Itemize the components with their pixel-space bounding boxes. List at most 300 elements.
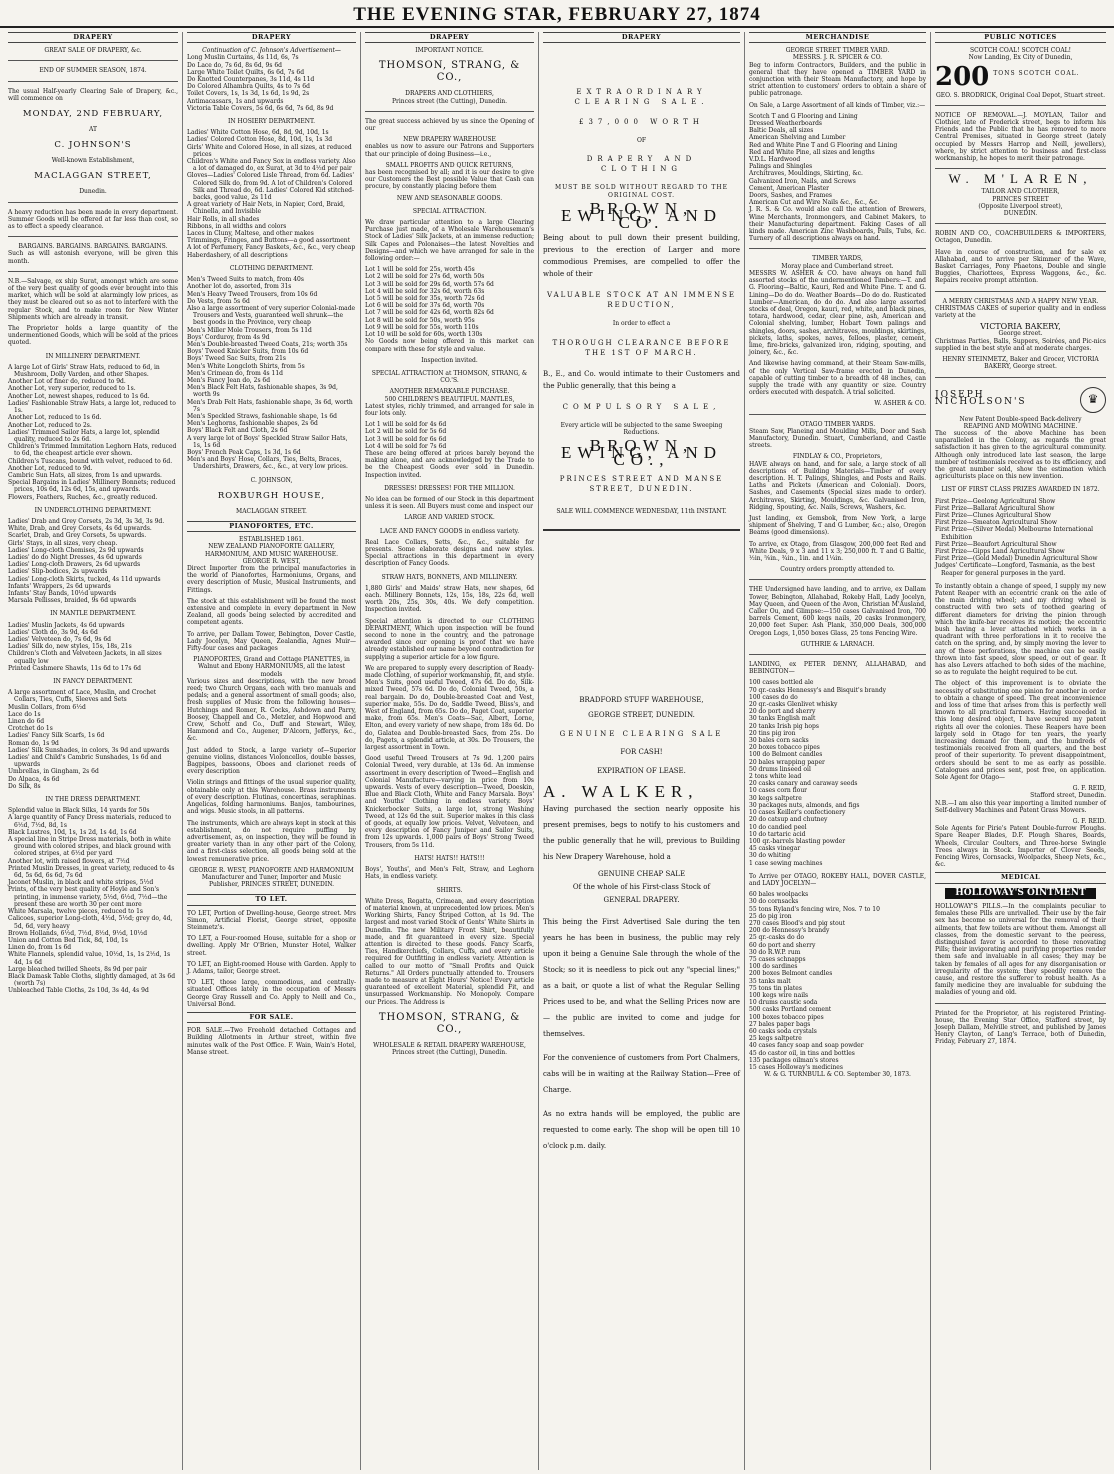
list-item: Lot 2 will be sold for 5s 6d [365, 428, 447, 436]
list-item: 20 casks canary and caraway seeds [749, 780, 858, 788]
ad-amount: £37,000 WORTH [578, 118, 705, 127]
ad-paragraph: N.B.—Salvage, ex ship Surat, amongst which are some of the very best quality of goods ever brought into this market, which will be sold at alarmingly low prices, as they must be cleared out so as not to interfere with the regular Stock, and to make room for New Winter Shipments which are already in transit. [8, 277, 178, 321]
ad-line: NEW AND SEASONABLE GOODS. [396, 194, 503, 202]
section-heading: CLOTHING DEPARTMENT. [229, 264, 314, 272]
list-item: 135 packages oilman's stores [749, 1056, 839, 1064]
ad-line: GENUINE CLEARING SALE [559, 730, 724, 739]
list-item: Men's Miller Mole Trousers, from 5s 11d [187, 326, 312, 334]
list-item: First Prize—Gipps Land Agricultural Show [935, 547, 1065, 555]
list-item: Lot 8 will be sold for 50s, worth 95s [365, 316, 475, 324]
prize-list [935, 498, 1106, 577]
list-item: Lot 10 will be sold for 60s, worth 130s [365, 331, 483, 339]
list-item: Palings and Shingles [749, 163, 813, 171]
list-item: Ladies' White Cotton Hose, 6d, 8d, 9d, 10d, 1s [187, 129, 329, 137]
ad-firm: BROWN, EWING, AND CO., [560, 436, 723, 470]
ad-paragraph: Having purchased the section nearly opposite his present premises, begs to notify to his customers and the public generally that he will, previous to Building his New Drapery Warehouse, hold a [543, 804, 740, 861]
list-item: Judges' Certificate—Longford, Tasmania, as the best Reaper for general purposes in the yard. [935, 562, 1095, 577]
list-item: 30 bales corn sacks [749, 737, 809, 745]
list-item: Calicoes, superior Long-cloth, 4½d, 5½d; grey do, 4d, 5d, 6d, very heavy [8, 915, 173, 930]
ad-line: WHOLESALE & RETAIL DRAPERY WAREHOUSE, [373, 1041, 526, 1049]
list-item: Lot 4 will be sold for 7s 6d [365, 442, 447, 450]
ad-line: HATS! HATS!! HATS!!! [414, 854, 485, 862]
ad-firm: FINDLAY & CO., Proprietors, [792, 453, 883, 461]
column-header: DRAPERY [187, 32, 356, 43]
ad-date: SALE WILL COMMENCE WEDNESDAY, 11th INSTANT. [556, 507, 727, 515]
list-item: Printed Cashmere Shawls, 11s 6d to 17s 6d [8, 664, 141, 672]
list-item: 45 casks vinegar [749, 845, 801, 853]
list-item: Girls' Stays, in all sizes, very cheap. [8, 539, 118, 547]
list-item: Union and Cotton Bed Tick, 8d, 10d, 1s [8, 936, 128, 944]
ad-title: NEW ZEALAND PIANOFORTE GALLERY, HARMONIUM, AND MUSIC WAREHOUSE. [205, 543, 338, 558]
ad-title: BRADFORD STUFF WAREHOUSE, [579, 695, 704, 704]
ad-line: GENUINE CHEAP SALE [597, 869, 686, 878]
list-item: 10 cases corn flour [749, 787, 808, 795]
ad-signature: G. F. REID, [1072, 785, 1106, 793]
ad-paragraph: B., E., and Co. would intimate to their Customers and the Public generally, that this being a [543, 369, 740, 390]
list-item: 500 casks Portland cement [749, 1006, 832, 1014]
list-item: Large White Toilet Quilts, 6s 6d, 7s 6d [187, 68, 305, 76]
ad-line: George street. [998, 330, 1043, 338]
list-item: Men's and Boys' Hose, Collars, Ties, Belts, Braces, Undershirts, Drawers, &c., &c., at very low prices. [187, 456, 348, 471]
list-item: American Cut and Wire Nails &c., &c., &c. [749, 199, 880, 207]
list-item: 200 boxes Belmont candles [749, 970, 833, 978]
list-item: Lot 5 will be sold for 35s, worth 72s 6d [365, 295, 485, 303]
ad-paragraph: enables us now to assure our Patrons and Supporters that our principle of doing Business—i.e., [365, 143, 534, 158]
list-item: Children's Cloth and Velveteen Jackets, in all sizes equally low [8, 650, 162, 665]
ad-line: TAILOR AND CLOTHIER, [981, 188, 1060, 196]
list-item: 55 tons Ryland's fencing wire, Nos. 7 to 10 [749, 905, 880, 913]
list-item: Ladies' Fashionable Straw Hats, a large lot, reduced to 1s. [8, 399, 176, 415]
stock-list [749, 891, 926, 1071]
list-item: Haberdashery, of all descriptions [187, 251, 288, 259]
list-item: 30 do R.W.P. rum [749, 948, 801, 956]
list-item: First Prize—Geelong Agricultural Show [935, 497, 1056, 505]
list-item: Hair Rolls, in all shades [187, 215, 260, 223]
column-header: TO LET. [187, 894, 356, 905]
list-item: Linen do 6d [8, 718, 45, 726]
list-item: Long Muslin Curtains, 4s 11d, 6s, 7s [187, 54, 299, 62]
list-item: Lot 3 will be sold for 6s 6d [365, 435, 447, 443]
ad-paragraph: Being about to pull down their present building, previous to the erection of Larger and more commodious Premises, are compelled to offer the whole of their [543, 234, 740, 279]
ad-line: VALUABLE STOCK AT AN IMMENSE REDUCTION, [547, 291, 736, 310]
list-item: White Flannels, splendid value, 10½d, 1s, 1s 2½d, 1s 4d, 1s 6d [8, 951, 171, 966]
signature: C. JOHNSON, [250, 476, 293, 484]
ad-line: REAPING AND MOWING MACHINE. [963, 422, 1078, 430]
list-item: Boys' Corduroy, from 4s 9d [187, 333, 270, 341]
list-item: Ladies' Fancy Silk Scarfs, 1s 6d [8, 732, 105, 740]
list-item: 1 case sewing machines [749, 859, 823, 867]
list-item: Brown Hollands, 6½d, 7½d, 8½d, 9½d, 10½d [8, 929, 148, 937]
ad-desc: Well-known Establishment, [51, 157, 135, 165]
list-item: Black Lustres, 10d, 1s, 1s 2d, 1s 4d, 1s 6d [8, 828, 137, 836]
list-item: Baltic Deals, all sizes [749, 127, 814, 135]
ad-line: EXPIRATION OF LEASE. [597, 767, 686, 776]
ad-firm: A. WALKER, [543, 781, 699, 801]
ad-paragraph: To instantly obtain a change of speed, I supply my new Patent Reaper with an eccentric crank on the axle of the main driving wheel; and my driving wheel is constructed with two sets of toothed gearing of different diameters for driving the pinion through which the knife-bar receives its motion; the eccentric bush having a lever attached which works in a quadrant with three perforations in it to receive the catch on the spring, and, by simply moving the lever to any of these perforations, the machine can be easily thrown into fast speed, slow speed, or out of gear. It has also Levers attached to both sides of the machine, so as to regulate the height required to be cut. [935, 582, 1106, 677]
column-header: FOR SALE. [187, 1012, 356, 1023]
list-item: 2 tons white lead [749, 773, 802, 781]
columns [4, 32, 1110, 1470]
list-item: Gloves—Ladies' Colored Lisle Thread, from 6d. Ladies' Colored Silk do, from 9d. A lot of Children's Colored Silk and Thread do, 6d. Ladies' Colored Kid stitched-backs, good value, 2s 11d [187, 172, 355, 202]
classified-list [187, 910, 356, 1008]
column-brown-ewing [538, 32, 744, 1470]
list-item: Ladies' Long-cloth Skirts, tucked, 4s 11d upwards [8, 575, 161, 583]
list-item: 20 qr.-casks Glenlivet whisky [749, 701, 838, 709]
ad-line: In order to effect a [612, 320, 671, 328]
list-item: Scarlet, Drab, and Grey Corsets, 5s upwards. [8, 532, 147, 540]
ad-paragraph: FOR SALE.—Two Freehold detached Cottages and Building Allotments in Arthur street, within five minutes walk of the Post Office. F. Wain, Wain's Hotel, Manse street. [187, 1027, 356, 1056]
ad-line: DRAPERS AND CLOTHIERS, [405, 90, 494, 98]
list-item: Cement, American Plaster [749, 184, 829, 192]
list-item: Men's Tweed Suits to match, from 40s [187, 276, 304, 284]
price-list [365, 266, 534, 338]
ad-paragraph: The great success achieved by us since the Opening of our [365, 117, 534, 133]
price-list [187, 276, 356, 470]
list-item: Lot 6 will be sold for 37s 6d, worth 70s [365, 302, 485, 310]
ad-paragraph: The success of the above Machine has been unparalleled in the Colony, as regards the great satisfaction it has given to the agricultural community. Although only introduced late last season, the large number of testimonials received as to its efficiency, and the great number sold, show the estimation which agriculturists place on this new invention. [935, 429, 1106, 481]
ad-line: Moray place and Cumberland street. [781, 262, 894, 270]
list-item: 70 qr.-casks Hennessy's and Bisquit's brandy [749, 686, 887, 694]
section-heading: IN UNDERCLOTHING DEPARTMENT. [34, 506, 152, 514]
ad-paragraph: CHRISTMAS CAKES of superior quality and in endless variety at the [935, 304, 1106, 320]
list-item: 35 tanks malt [749, 977, 791, 985]
list-item: Muslin Collars, from 6½d [8, 703, 86, 711]
list-item: 100 cases do do [749, 693, 798, 701]
ad-title: ESTABLISHED 1861. [239, 536, 304, 544]
list-item: Dressed Weatherboards [749, 120, 823, 128]
list-item: 50 drums linseed oil [749, 765, 811, 773]
list-item: 60 bales woolpacks [749, 891, 809, 899]
ad-line: DRESSES! DRESSES! FOR THE MILLION. [384, 484, 515, 492]
ad-line: GENERAL DRAPERY. [603, 896, 680, 905]
ad-paragraph: Special attention is directed to our CLOTHING DEPARTMENT, Which upon inspection will be found second to none in the country, and the patronage awarded since our opening is proof that we have already established our name beyond contradiction for supplying a superior article for a low figure. [365, 617, 534, 661]
ad-line: SPECIAL ATTRACTION. [412, 207, 487, 215]
list-item: Do Lace do, 7s 6d, 8s 6d, 9s 6d [187, 61, 282, 69]
list-item: 100 cases bottled ale [749, 679, 814, 687]
list-item: 30 tanks English malt [749, 715, 816, 723]
section-heading: IN FANCY DEPARTMENT. [53, 678, 133, 685]
list-item: Ladies' Velveteen do, 7s 6d, 9s 6d [8, 635, 111, 643]
ad-paragraph: Sole Agents for Pirie's Patent Double-furrow Ploughs. Spare Reaper Blades, D.F. Plough Shares, Boards, Wheels, Circular Coulters, and Three-horse Swingle Trees always in Stock. Importer of Clover Seeds, Fencing Wires, Cornsacks, Woolpacks, Sheep Nets, &c., &c. [935, 825, 1106, 869]
ad-paragraph: The object of this improvement is to obviate the necessity of substituting one pinion for another in order to obtain a change of speed. The great inconvenience and loss of time that arises from this is perfectly well known to all practical farmers. Having succeeded in this long desired object, I have secured my patent rights all over the colonies. These Reapers have been largely sold in Otago for ten years, the yearly increasing demand for them, and the hundreds of testimonials received from all quarters, and the best proof of their superiority. To prevent disappointment, orders should be sent to me as early as possible. Catalogues and prices sent, post free, on application. Sole Agent for Otago— [935, 680, 1106, 782]
ad-paragraph: Boys', Youths', and Men's Felt, Straw, and Leghorn Hats, in endless variety. [365, 866, 534, 881]
list-item: Antimacassars, 1s and upwards [187, 97, 284, 105]
list-item: Cambric Sun Hats, all sizes, from 1s and upwards. [8, 471, 162, 479]
ad-firm: W. M'LAREN, [948, 171, 1093, 187]
list-item: 30 packages nuts, almonds, and figs [749, 801, 860, 809]
section-heading: IN MILLINERY DEPARTMENT. [45, 352, 141, 360]
ad-paragraph: We are prepared to supply every description of Ready-made Clothing, of superior workmanship, fit, and style. Men's Suits, good useful Tweed, 47s 6d. Do do, Silk-mixed Tweed, 57s 6d. Do do, Colonial Tweed, 50s, a real bargain. Do do, Double-breasted Coat and Vest, superior make, 55s. Do do, Saddle Tweed, Bliss's, and West of England, from 65s. Do do, Paget Coat, superior make, from 65s. Men's Coats—Sac, Albert, Lorne, Elton, and every variety of new shape, from 18s 6d. Do do, Galatea and Double-breasted Sacs, from 25s. Do do, Pagets, a splendid article, at 30s. Do Trousers, the largest assortment in Town. [365, 664, 534, 752]
list-item: Do Alpaca, 4s 6d [8, 775, 60, 783]
list-item: First Prize—(Gold Medal) Dunedin Agricultural Show [935, 555, 1098, 563]
ad-title: A MERRY CHRISTMAS AND A HAPPY NEW YEAR. [942, 297, 1099, 305]
ad-line: LARGE AND VARIED STOCK. [404, 514, 495, 522]
ad-paragraph: No idea can be formed of our Stock in this department unless it is seen. All Buyers must come and inspect our [365, 495, 534, 511]
ad-paragraph: As no extra hands will be employed, the public are requested to come early. The shop will be open till 10 o'clock p.m. daily. [543, 1110, 740, 1151]
list-item: Black Damask Table Cloths, slightly damaged, at 3s 6d (worth 7s) [8, 972, 176, 988]
list-item: Umbrellas, in Gingham, 2s 6d [8, 768, 99, 776]
ad-title: IMPORTANT NOTICE. [415, 47, 484, 55]
list-item: Lot 2 will be sold for 27s 6d, worth 50s [365, 273, 485, 281]
list-item: Lot 4 will be sold for 32s 6d, worth 63s [365, 287, 485, 295]
price-list [187, 129, 356, 259]
list-item: Boys' Black Felt and Cloth, 2s 6d [187, 427, 288, 435]
ad-line: Now Landing, Ex City of Dunedin, [968, 54, 1073, 62]
ad-firm: THOMSON, STRANG, & CO., [378, 1011, 521, 1035]
list-item: 100 qr.-barrels blasting powder [749, 837, 846, 845]
ad-paragraph: No Goods now being offered in this market can compare with these for style and value. [365, 338, 534, 353]
ad-line: PRINCES STREET [992, 195, 1049, 203]
ad-town: Dunedin. [79, 188, 107, 196]
ad-paragraph: Direct Importer from the principal manufactories in the world of Pianofortes, Harmoniums, Organs, and every description of Music, Musical Instruments, and Fittings. [187, 565, 356, 594]
list-item: 100 do Belmont candles [749, 751, 823, 759]
ad-line: MUST BE SOLD WITHOUT REGARD TO THE ORIGINAL COST. [554, 184, 728, 199]
list-item: Ladies' Long-cloth Drawers, 2s 6d upwards [8, 561, 141, 569]
list-item: Do Knotted Counterpanes, 3s 11d, 4s 11d [187, 76, 315, 84]
list-item: Linen do, from 1s 6d [8, 944, 72, 952]
signature-street: MACLAGGAN STREET. [236, 507, 307, 515]
column-drapery-continued [182, 32, 360, 1470]
list-item: Roman do, 1s 9d [8, 739, 59, 747]
ad-paragraph: N.B.—I am also this year importing a limited number of Self-delivery Machines and Patent Grass Mowers. [935, 799, 1106, 814]
list-item: White Marsala, twelve pieces, reduced to 1s [8, 908, 143, 916]
ad-paragraph: J. R. S. & Co. would also call the attention of Brewers, Wine Merchants, Ironmongers, and Cabinet Makers, to their Manufacturing department. Faking Cases of all kinds made. American Zinc Washboards, Pails, Tubs, &c. Turnery of all descriptions always on hand. [749, 206, 926, 243]
list-item: Another Lot of finer do, reduced to 9d. [8, 378, 126, 386]
ad-headline: EXTRAORDINARY CLEARING SALE. [574, 88, 709, 107]
ad-paragraph: Latest styles, richly trimmed, and arranged for sale in four lots only. [365, 402, 534, 417]
list-item: Another Lot, reduced to 2s. [8, 421, 92, 429]
ad-of: OF [636, 137, 647, 145]
list-item: Men's Fancy Jean do, 2s 6d [187, 376, 271, 384]
ad-line: GEORGE STREET, DUNEDIN. [588, 711, 695, 720]
list-item: A large assortment of Lace, Muslin, and Crochet Collars, Ties, Cuffs, Sleeves and Sets [8, 689, 157, 704]
continuation-note: Continuation of C. Johnson's Advertisement— [202, 47, 341, 55]
ad-line: THOROUGH CLEARANCE BEFORE THE 1ST OF MARCH. [552, 338, 731, 357]
list-item: 270 cases Blood's and pig stout [749, 919, 846, 927]
list-item: 200 do Hennessy's brandy [749, 927, 830, 935]
list-item: Trimmings, Fringes, and Buttons—a good assortment [187, 237, 351, 245]
stock-list [749, 113, 926, 207]
ad-paragraph: This being the First Advertised Sale during the ten years he has been in business, the public may rely upon it being a Genuine Sale through the whole of the Stock; so it is needless to pick out any "special lines;" as a bait, or quote a list of what the Regular Selling Prices used to be, and what the Selling Prices now are — the public are invited to come and judge for themselves. [543, 918, 740, 1039]
ad-firm: THOMSON, STRANG, & CO., [378, 60, 521, 84]
ad-line: Country orders promptly attended to. [780, 566, 895, 574]
list-item: Printed Muslin Dresses, in great variety, reduced to 4s 6d, 5s 6d, 6s 6d, 7s 6d [8, 864, 175, 880]
list-item: Lot 1 will be sold for 25s, worth 45s [365, 266, 475, 274]
section-heading: IN THE DRESS DEPARTMENT. [45, 796, 141, 804]
list-item: Men's Heavy Tweed Trousers, from 10s 6d [187, 290, 318, 298]
list-item: TO LET, Portion of Dwelling-house, George street. Mrs Simon, Artificial Florist, George street, opposite Steinmetz's. [187, 909, 356, 931]
list-item: Lot 3 will be sold for 29s 6d, worth 57s 6d [365, 280, 494, 288]
ad-signature: GEO. S. BRODRICK, Original Coal Depot, Stuart street. [935, 91, 1105, 99]
ad-title: TIMBER YARDS, [812, 255, 863, 263]
list-item: 60 do port and sherry [749, 941, 816, 949]
list-item: Men's Drab Felt Hats, fashionable shape, 3s 6d, worth 7s [187, 398, 353, 413]
ad-address: PRINCES STREET AND MANSE STREET, DUNEDIN. [559, 474, 724, 493]
ad-paragraph: MESSRS W. ASHER & CO. have always on hand full assorted stocks of the undermentioned Timbers:—T. and G. Flooring—Baltic, Kauri, Red and White Pine. T. and G. Lining—Do do do. Weather Boards—Do do do. Rusticated Lumber—American, do do do. And also large assorted stocks of deal, Oregon, kauri, red, white, and black pines, totara, hardwood, cedar, clear pine, ash, American and Colonial shelving, lumber, Hobart Town palings and shingles, doors, sashes, architraves, mouldings, skirtings, pickets, laths, spokes, naves, felloes, plaster, cement, lime, fire-bricks, galvanized iron, ridging, spouting, and joinery, &c., &c. [749, 269, 926, 357]
list-item: Galvanized Iron, Nails, and Screws [749, 177, 856, 185]
ad-paragraph: Various sizes and descriptions, with the new broad reed; two Church Organs, each with two manuals and pedals; and a general assortment of small goods; also, fresh supplies of Music from the following houses—Hutchings and Romer, R. Cocks, Ashdown and Parry, Boosey, Chappell and Co., Metzler, and Hopwood and Crew, Schott and Co., Duff and Stewart, Wiley, Hammond and Co., Augener, D'Alcorn, Jefferys, &c., &c. [187, 677, 356, 743]
ad-signature: W. ASHER & CO. [874, 400, 926, 408]
list-item: First Prize—(Silver Medal) Melbourne International Exhibition [935, 526, 1094, 541]
ad-date: MONDAY, 2ND FEBRUARY, [22, 109, 164, 120]
ad-paragraph: Just added to Stock, a large variety of—Superior genuine violins, distances Violoncellos, double basses, Bagpipes, bassoons, Oboes and clarionet reeds of every description [187, 746, 356, 776]
ad-paragraph: Violin strings and fittings of the usual superior quality, obtainable only at this Warehouse. Brass instruments of every description. Flutinas, concertinas, seraphinas. Angelicas, folding harmoniums. Banjos, tambourines, and wigs. Music stools, in all patterns. [187, 779, 356, 816]
list-item: Ladies' and Child's Cambric Sunshades, 1s 6d and upwards [8, 754, 162, 769]
list-item: Large bleached twilled Sheets, 8s 9d per pair [8, 965, 147, 973]
list-item: 75 cases schnapps [749, 955, 806, 963]
ad-paragraph: HOLLOWAY'S PILLS.—In the complaints peculiar to females these Pills are unrivalled. Their use by the fair sex has become so universal for the removal of their ailments, that few toilets are without them. Amongst all classes, from the domestic servant to the peeress, distinguished favor is accorded to these renovating Pills; their invigorating and purifying properties render them safe and invaluable in all cases; they may be taken by females of all ages for any disorganisation or irregularity of the system; they speedily remove the cause, and restore the sufferer to robust health. As a family medicine they are invaluable for subduing the maladies of young and old. [935, 902, 1106, 997]
list-item: A great variety of Hair Nets, in Napier, Cord, Braid, Chinella, and Invisible [187, 201, 345, 216]
ad-paragraph: To arrive, per Dallam Tower, Bebington, Dover Castle, Lady Jocelyn, May Queen, Zealandia, Agnes Muir—Fifty-four cases and packages [187, 630, 356, 653]
ad-goods: DRAPERY AND CLOTHING [586, 155, 697, 174]
list-item: 27 bales paper bags [749, 1020, 811, 1028]
list-item: Ladies' Trimmed Sailor Hats, a large lot, splendid quality, reduced to 2s 6d. [8, 428, 160, 443]
ad-paragraph: Beg to inform Contractors, Builders, and the public in general that they have opened a TIMBER YARD in conjunction with their Steam Manufactory, and hope by strict attention to customers' orders to obtain a share of public patronage. [749, 61, 926, 98]
list-item: Marsala Pellisses, braided, 9s 6d upwards [8, 597, 137, 605]
list-item: Toilet Covers, 1s, 1s 3d, 1s 6d, 1s 9d, 2s [187, 90, 310, 98]
ad-paragraph: The Proprietor holds a large quantity of the undermentioned Goods, which will be sold at the prices quoted. [8, 325, 178, 347]
list-item: Men's Black Felt Hats, fashionable shapes, 3s 9d, worth 9s [187, 384, 338, 399]
ad-street: MACLAGGAN STREET, [34, 171, 152, 182]
column-header: MEDICAL [935, 872, 1106, 883]
list-item: 10 drums caustic soda [749, 999, 818, 1007]
list-item: Men's White Longcloth Shirts, from 5s [187, 362, 305, 370]
list-item: White, Drab, and Grey Corsets, 4s 6d upwards. [8, 525, 152, 533]
list-item: Children's White and Fancy Sox in endless variety. Also a lot of damaged do, ex Surat, at 3d to 4½d per pair [187, 158, 356, 173]
ad-line: SMALL PROFITS AND QUICK RETURNS, [385, 161, 514, 169]
list-item: Prints, of the very best quality of Hoyle and Son's printing, in immense variety, 5½d, 6½d, 7½d—the present these are worth 30 per cent more [8, 886, 168, 908]
ad-title: GREAT SALE OF DRAPERY, &c. [44, 47, 142, 55]
price-list [8, 518, 178, 604]
list-item: V.D.L. Hardwood [749, 156, 801, 164]
price-list [8, 364, 178, 501]
ad-line: NEW DRAPERY WAREHOUSE [403, 136, 496, 144]
list-item: Ladies' Muslin Jackets, 4s 6d upwards [8, 621, 125, 629]
list-item: American Shelving and Lumber [749, 134, 846, 142]
list-item: Flowers, Feathers, Ruches, &c., greatly reduced. [8, 493, 158, 501]
list-item: 20 tanks Irish pig hops [749, 722, 819, 730]
list-item: 30 kegs saltpetre [749, 794, 802, 802]
ad-paragraph: On Sale, a Large Assortment of all kinds of Timber, viz.:— [749, 101, 926, 109]
ad-bargains: BARGAINS. BARGAINS. BARGAINS. BARGAINS. [18, 243, 168, 251]
list-item: 30 do cornsacks [749, 898, 799, 906]
ad-shop: C. JOHNSON'S [54, 140, 132, 151]
list-item: Scotch T and G Flooring and Lining [749, 112, 858, 120]
ad-at: AT [88, 126, 97, 134]
list-item: 25 do pig iron [749, 912, 792, 920]
ad-subtitle: END OF SUMMER SEASON, 1874. [39, 67, 147, 75]
list-item: Men's Crimean do, from 4s 11d [187, 369, 284, 377]
ad-line: COMPULSORY SALE, [562, 402, 721, 411]
list-item: Ladies' Colored Cotton Hose, 8d, 10d, 1s, 1s 3d [187, 136, 333, 144]
ad-paragraph: Just landing, ex Gemsbok, from New York, a large shipment of Shelving, T and G Lumber, &c.; also, Oregon Beams (good dimensions). [749, 514, 926, 537]
ad-line: DUNEDIN. [1003, 210, 1038, 218]
list-item: Ladies' Drab and Grey Corsets, 2s 3d, 3s 3d, 3s 9d. [8, 517, 165, 525]
ad-line: Of the whole of his First-class Stock of [572, 883, 711, 892]
list-item: Girls' White and Colored Hose, in all sizes, at reduced prices [187, 143, 352, 158]
ad-paragraph: THE Undersigned have landing, and to arrive, ex Dallam Tower, Bebington, Allahabad, Rokeby Hall, Lady Jocelyn, May Queen, and Queen of the Avon, Christian M'Ausland, Caller Ou, and Glimpse:—150 cases Galvanised Iron, 700 barrels Cement, 600 kegs nails, 20 casks Ironmongery, 20,000 feet Super. Ash Plank, 350,000 Deals, 300,000 Oregon Logs, 1,050 boxes Glass, 25 tons Fencing Wire. [749, 586, 926, 637]
price-list [8, 807, 178, 994]
list-item: Ladies' Long-cloth Chemises, 2s 9d upwards [8, 546, 144, 554]
list-item: First Prize—Ballarat Agricultural Show [935, 504, 1055, 512]
ad-line: (Opposite Liverpool street), [978, 202, 1063, 210]
list-item: Do Silk, 8s [8, 782, 41, 790]
column-public-notices [930, 32, 1110, 1470]
price-list [365, 421, 534, 450]
list-item: A lot of Perfumery, Fancy Baskets, &c., &c., very cheap [187, 244, 356, 252]
ad-paragraph: NOTICE OF REMOVAL.—J. MOYLAN, Tailor and Clothier, late of Frederick street, begs to inform his Friends and the Public that he has removed to more Central Premises, situated in George street (lately occupied by Messrs Harrop and Neill, jewellers), where, by strict attention to business and first-class workmanship, he hopes to merit their patronage. [935, 111, 1106, 163]
list-item: Special Bargains in Ladies' Millinery Bonnets; reduced prices, 10s 6d, 12s 6d, 15s, and upwards. [8, 479, 176, 494]
list-item: Boys' Tweed Knicker Suits, from 10s 6d [187, 348, 309, 356]
imprint: Printed for the Proprietor, at his registered Printing-house, the Evening Star Office, Stafford street, by Joseph Dallam, Melville street, and published by James Henry Clayton, of Lang's Terrace, both of Dunedin, Friday, February 27, 1874. [935, 1009, 1106, 1046]
list-item: 20 boxes tobacco pipes [749, 744, 820, 752]
list-item: First Prize—Beaufort Agricultural Show [935, 540, 1057, 548]
list-item: 25 qr.-casks do do [749, 934, 804, 942]
ad-paragraph: LANDING, ex PETER DENNY, ALLAHABAD, and BEBINGTON— [749, 661, 926, 676]
list-item: 40 cases fancy soap and soap powder [749, 1042, 864, 1050]
list-item: Men's Leghorns, fashionable shapes, 2s 6d [187, 420, 318, 428]
ad-paragraph: To arrive, ex Otago, from Glasgow, 200,000 feet Red and White Deals, 9 x 3 and 11 x 3; 250,000 ft. T and G Baltic, ½in, ⅝in., ¾in., 1in. and 1¼in. [749, 540, 926, 562]
column-drapery-johnson [4, 32, 182, 1470]
ad-title: SCOTCH COAL! SCOTCH COAL! [969, 47, 1072, 55]
ad-line: Princes street (the Cutting), Dunedin. [391, 1048, 508, 1056]
list-item: Red and White Pine T and G Flooring and Lining [749, 141, 898, 149]
list-item: Boys' French Peak Caps, 1s 3d, 1s 6d [187, 448, 301, 456]
list-item: First Prize—Smeaton Agricultural Show [935, 519, 1057, 527]
list-item: Infants' Wrappers, 2s 6d upwards [8, 582, 111, 590]
list-item: Another lot do, assorted, from 31s [187, 283, 292, 291]
ad-line: Princes street (the Cutting), Dunedin. [391, 97, 508, 105]
list-item: 60 casks soda crystals [749, 1027, 817, 1035]
list-item: Jaconet Muslin, in black and white stripes, 5½d [8, 879, 154, 887]
list-item: 20 tins pig iron [749, 729, 796, 737]
list-item: 100 kegs wire nails [749, 991, 809, 999]
stock-list [749, 679, 926, 866]
list-item: Lot 7 will be sold for 42s 6d, worth 82s 6d [365, 309, 494, 317]
ad-name: GEORGE R. WEST, [242, 557, 301, 565]
ad-paragraph: Steam Saw, Planeing and Moulding Mills, Door and Sash Manufactory, Dunedin. Stuart, Cumberland, and Castle streets. [749, 427, 926, 450]
ad-signature: G. F. REID. [1072, 818, 1106, 826]
list-item: 10 do tartaric acid [749, 830, 806, 838]
ad-line: New Patent Double-speed Back-delivery [959, 415, 1082, 423]
ad-title: GEORGE STREET TIMBER YARD. [785, 47, 890, 55]
list-item: A large quantity of Fancy Dress materials, reduced to 6½d, 7½d, 8d, 1s [8, 814, 172, 829]
list-item: TO LET, those large, commodious, and centrally-situated Offices lately in the occupation of Messrs George Gray Russell and Co. Apply to Neill and Co., Universal Bond. [187, 979, 356, 1008]
column-header: DRAPERY [8, 32, 178, 43]
list-item: Ladies' Silk Sunshades, in colors, 3s 9d and upwards [8, 746, 170, 754]
column-header: DRAPERY [543, 32, 740, 43]
list-item: A very large lot of Boys' Speckled Straw Sailor Hats, 1s, 1s 6d [187, 434, 348, 449]
price-list [8, 689, 178, 790]
ad-paragraph: Such as will astonish everyone, will be given this month. [8, 250, 178, 265]
ad-line: FOR CASH! [620, 748, 663, 757]
ad-line: Inspection invited. [421, 356, 478, 364]
ad-signature: W. & G. TURNBULL & CO. September 30, 1873. [764, 1071, 911, 1079]
ad-line: Every article will be subjected to the same Sweeping Reductions. [560, 421, 723, 436]
list-item: Infants' Stay Bands, 10½d upwards [8, 589, 117, 597]
list-item: 75 tons tin plates [749, 984, 802, 992]
ad-paragraph: For the convenience of customers from Port Chalmers, cabs will be in waiting at the Railway Station—Free of Charge. [543, 1054, 740, 1095]
ad-text: The usual Half-yearly Clearing Sale of Drapery, &c., will commence on [8, 87, 178, 102]
price-list [8, 622, 178, 672]
ad-paragraph: ROBIN AND CO., COACHBUILDERS & IMPORTERS, Octagon, Dunedin. [935, 230, 1106, 245]
ad-paragraph: Real Lace Collars, Setts, &c., &c., suitable for presents. Some elaborate designs and new styles. Special attractions in this department in every description of Fancy Goods. [365, 538, 534, 568]
ad-paragraph: To Arrive per OTAGO, ROKEBY HALL, DOVER CASTLE, and LADY JOCELYN— [749, 872, 926, 887]
list-item: Children's Tuscans, bound with velvet, reduced to 6d. [8, 457, 173, 465]
list-item: Do Vests, from 5s 6d [187, 297, 250, 305]
ad-firm: JOSEPH NICHOLSON'S [935, 389, 1027, 407]
list-item: Ladies' do do Night Dresses, 4s 6d upwards [8, 553, 142, 561]
